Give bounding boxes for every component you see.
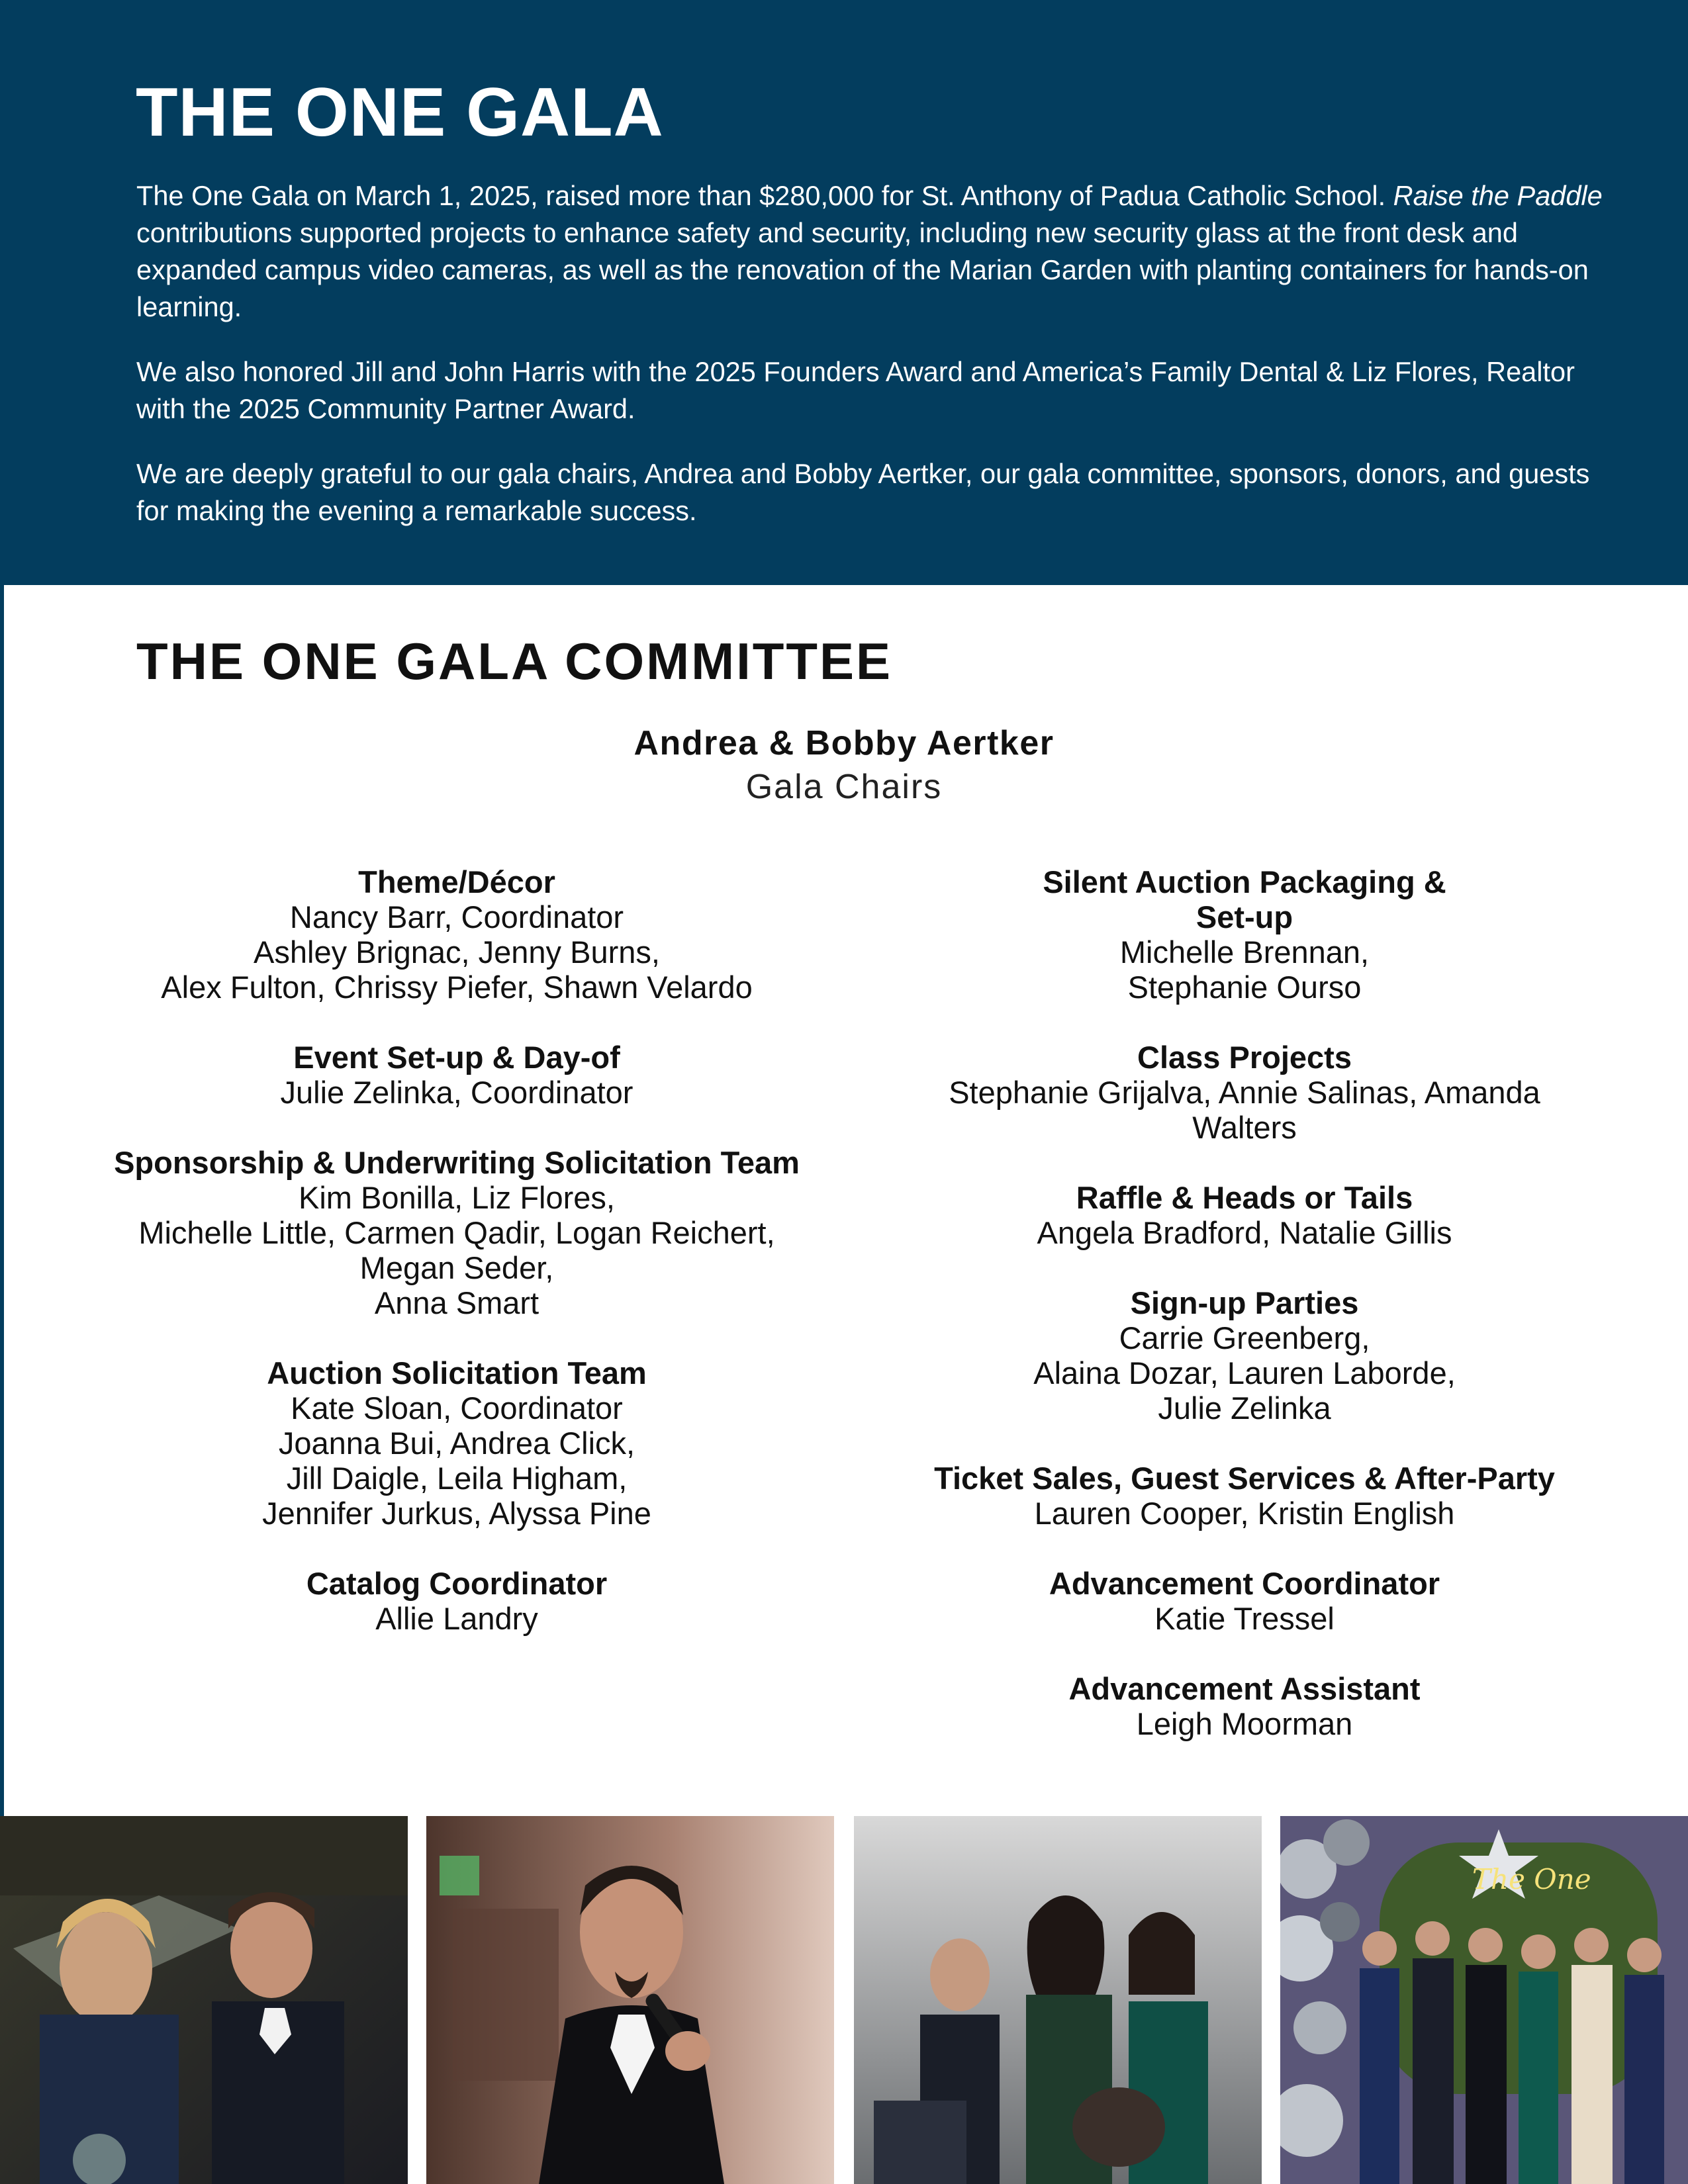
committee-group xyxy=(880,1671,1609,1741)
committee-member-names: Nancy Barr, Coordinator xyxy=(289,899,624,934)
intro-paragraphs xyxy=(136,177,1619,557)
committee-group-heading: Raffle & Heads or Tails xyxy=(1076,1180,1413,1215)
committee-member-names: Julie Zelinka xyxy=(1158,1390,1331,1426)
committee-group-heading: Advancement Assistant xyxy=(1068,1671,1421,1706)
committee-group xyxy=(880,1461,1609,1531)
speaker-microphone-photo xyxy=(426,1816,834,2184)
intro-emphasis: Raise the Paddle xyxy=(1393,180,1603,211)
committee-member-names: Carrie Greenberg, xyxy=(1119,1320,1370,1355)
guests-dancing-photo xyxy=(854,1816,1262,2184)
committee-member-names: Alaina Dozar, Lauren Laborde, xyxy=(1033,1355,1456,1390)
committee-group-heading: Class Projects xyxy=(1137,1040,1352,1075)
committee-group-heading: Auction Solicitation Team xyxy=(267,1355,647,1390)
committee-member-names: Angela Bradford, Natalie Gillis xyxy=(1037,1215,1452,1250)
committee-member-names: Joanna Bui, Andrea Click, xyxy=(278,1426,635,1461)
committee-group xyxy=(93,1355,821,1531)
committee-member-names: Anna Smart xyxy=(374,1285,539,1320)
svg-text:The One: The One xyxy=(1472,1863,1591,1895)
committee-member-names: Michelle Brennan, xyxy=(1119,934,1370,970)
intro-paragraph-1 xyxy=(136,177,1619,326)
intro-text: The One Gala on March 1, 2025, raised more than $280,000 for St. Anthony of Padua Catholic School. xyxy=(136,180,1393,211)
committee-group xyxy=(93,864,821,1005)
gala-chairs xyxy=(0,721,1688,809)
intro-band xyxy=(0,0,1688,585)
couple-seated-photo xyxy=(0,1816,408,2184)
page-title: THE ONE GALA xyxy=(136,74,664,151)
committee-group-heading: Advancement Coordinator xyxy=(1049,1566,1440,1601)
committee-group xyxy=(880,1040,1609,1145)
committee-member-names: Kim Bonilla, Liz Flores, xyxy=(299,1180,615,1215)
committee-member-names: Lauren Cooper, Kristin English xyxy=(1034,1496,1455,1531)
committee-group xyxy=(93,1040,821,1110)
committee-member-names: Stephanie Ourso xyxy=(1127,970,1362,1005)
intro-paragraph-3: We are deeply grateful to our gala chairs, Andrea and Bobby Aertker, our gala committee, sponsors, donors, and guests for making the evening a remarkable success. xyxy=(136,458,1590,526)
committee-group-heading: Theme/Décor xyxy=(358,864,555,899)
group-portrait-photo xyxy=(1280,1816,1688,2184)
committee-member-names: Megan Seder, xyxy=(359,1250,554,1285)
committee-member-names: Kate Sloan, Coordinator xyxy=(291,1390,623,1426)
committee-group xyxy=(880,1285,1609,1426)
committee-member-names: Stephanie Grijalva, Annie Salinas, Amanda xyxy=(949,1075,1540,1110)
committee-group-heading: Set-up xyxy=(1196,899,1293,934)
committee-group xyxy=(880,864,1609,1005)
committee-member-names: Alex Fulton, Chrissy Piefer, Shawn Velardo xyxy=(161,970,753,1005)
committee-group xyxy=(93,1566,821,1636)
committee-title: THE ONE GALA COMMITTEE xyxy=(136,632,893,690)
committee-member-names: Ashley Brignac, Jenny Burns, xyxy=(254,934,660,970)
committee-member-names: Walters xyxy=(1192,1110,1297,1145)
committee-group xyxy=(93,1145,821,1320)
gala-chairs-role: Gala Chairs xyxy=(745,768,943,806)
committee-group-heading: Catalog Coordinator xyxy=(306,1566,608,1601)
committee-member-names: Jill Daigle, Leila Higham, xyxy=(286,1461,628,1496)
intro-paragraph-2: We also honored Jill and John Harris with the 2025 Founders Award and America’s Family Dental & Liz Flores, Realtor with the 2025 Community Partner Award. xyxy=(136,356,1575,424)
committee-member-names: Michelle Little, Carmen Qadir, Logan Reichert, xyxy=(138,1215,775,1250)
committee-right-column xyxy=(880,864,1609,1776)
committee-group-heading: Event Set-up & Day-of xyxy=(293,1040,620,1075)
committee-member-names: Leigh Moorman xyxy=(1136,1706,1353,1741)
committee-group-heading: Silent Auction Packaging & xyxy=(1043,864,1446,899)
committee-left-column xyxy=(93,864,821,1671)
intro-text: contributions supported projects to enhance safety and security, including new security glass at the front desk and expanded campus video cameras, as well as the renovation of the Marian Garden with planting containers for hands-on learning. xyxy=(136,217,1589,322)
committee-group-heading: Sponsorship & Underwriting Solicitation Team xyxy=(114,1145,800,1180)
committee-group-heading: Ticket Sales, Guest Services & After-Party xyxy=(934,1461,1555,1496)
committee-group xyxy=(880,1566,1609,1636)
committee-member-names: Jennifer Jurkus, Alyssa Pine xyxy=(262,1496,651,1531)
committee-group xyxy=(880,1180,1609,1250)
committee-member-names: Allie Landry xyxy=(375,1601,538,1636)
gala-chairs-names: Andrea & Bobby Aertker xyxy=(633,724,1055,762)
committee-member-names: Julie Zelinka, Coordinator xyxy=(280,1075,633,1110)
committee-group-heading: Sign-up Parties xyxy=(1130,1285,1359,1320)
committee-member-names: Katie Tressel xyxy=(1154,1601,1335,1636)
